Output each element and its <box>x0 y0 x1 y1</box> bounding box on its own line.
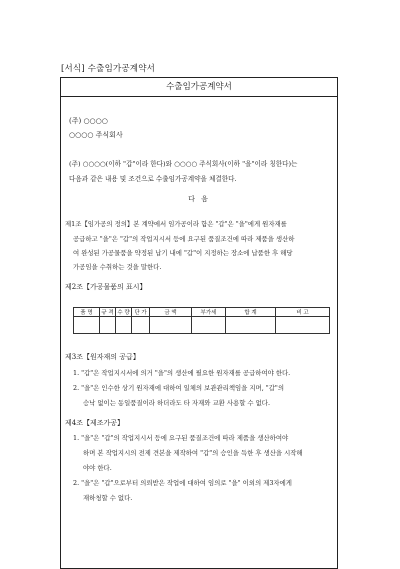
article-4-title: 제4조【제조가공】 <box>65 419 125 427</box>
article-1-line-1: 제1조【임가공의 정의】본 계약에서 임가공이라 함은 "갑"은 "을"에게 원자재를 <box>65 220 287 228</box>
article-1-line-4: 가공임을 수취하는 것을 말한다. <box>73 263 162 271</box>
table-cell <box>192 317 226 334</box>
col-note-header: 비 고 <box>276 308 330 317</box>
article-4-item-1-line-2: 하며 본 작업지시의 전제 견본을 제작하여 "갑"의 승인을 득한 후 생산을 시작해 <box>83 449 303 457</box>
col-name-header: 품 명 <box>74 308 100 317</box>
col-price-header: 단 가 <box>132 308 150 317</box>
party-b: ○○○○ 주식회사 <box>69 131 123 139</box>
table-cell <box>132 317 150 334</box>
intro-line-2: 다음과 같은 내용 및 조건으로 수출임가공계약을 체결한다. <box>69 175 237 183</box>
party-a: (주) ○○○○ <box>69 117 108 125</box>
table-cell <box>100 317 116 334</box>
article-4-item-1-line-1: 1. "을"은 "갑"의 작업지시서 등에 요구된 품질조건에 따라 제품을 생산하여야 <box>73 434 289 442</box>
article-3-item-1: 1. "갑"은 작업지시서에 의거 "을"의 생산에 필요한 원자재를 공급하여야 한다. <box>73 369 291 377</box>
article-4-item-2-line-1: 2. "을"은 "갑"으로부터 의뢰받은 작업에 대하여 임의로 "을" 이외의 제3자에게 <box>73 479 292 487</box>
document-title: 수출임가공계약서 <box>61 78 337 97</box>
table-header-row <box>74 308 330 317</box>
table-cell <box>150 317 192 334</box>
article-3-title: 제3조【원자재의 공급】 <box>65 353 140 361</box>
intro-line-1: (주) ○○○○(이하 "갑"이라 한다)와 ○○○○ 주식회사(이하 "을"이라 칭한다)는 <box>69 160 298 168</box>
items-table <box>73 307 330 334</box>
contract-document <box>60 77 338 569</box>
section-heading: 다 음 <box>188 195 210 203</box>
table-row <box>74 317 330 334</box>
col-total-header: 합 계 <box>226 308 276 317</box>
article-1-line-2: 공급하고 "을"은 "갑"의 작업지시서 등에 요구된 품질조건에 따라 제품을 생산하 <box>73 235 295 243</box>
article-4-item-2-line-2: 재하청할 수 없다. <box>83 494 133 502</box>
article-3-item-2-line-2: 승낙 없이는 동일품질이라 하더라도 타 자재와 교환 사용할 수 없다. <box>83 399 270 407</box>
article-2-title: 제2조【가공물품의 표시】 <box>65 283 147 291</box>
table-cell <box>226 317 276 334</box>
article-1-line-3: 여 완성된 가공물품을 약정된 납기 내에 "갑"이 지정하는 장소에 납품한 후 해당 <box>73 249 293 257</box>
table-cell <box>74 317 100 334</box>
col-spec-header: 규 격 <box>100 308 116 317</box>
col-qty-header: 수 량 <box>116 308 132 317</box>
form-label: [서식] 수출임가공계약서 <box>61 64 156 74</box>
article-3-item-2-line-1: 2. "을"은 인수한 상기 원자재에 대하여 일체의 보관관리책임을 지며, "갑"의 <box>73 384 285 392</box>
article-4-item-1-line-3: 야야 한다. <box>83 464 112 472</box>
col-amount-header: 금 액 <box>150 308 192 317</box>
table-cell <box>116 317 132 334</box>
col-vat-header: 부가세 <box>192 308 226 317</box>
table-cell <box>276 317 330 334</box>
